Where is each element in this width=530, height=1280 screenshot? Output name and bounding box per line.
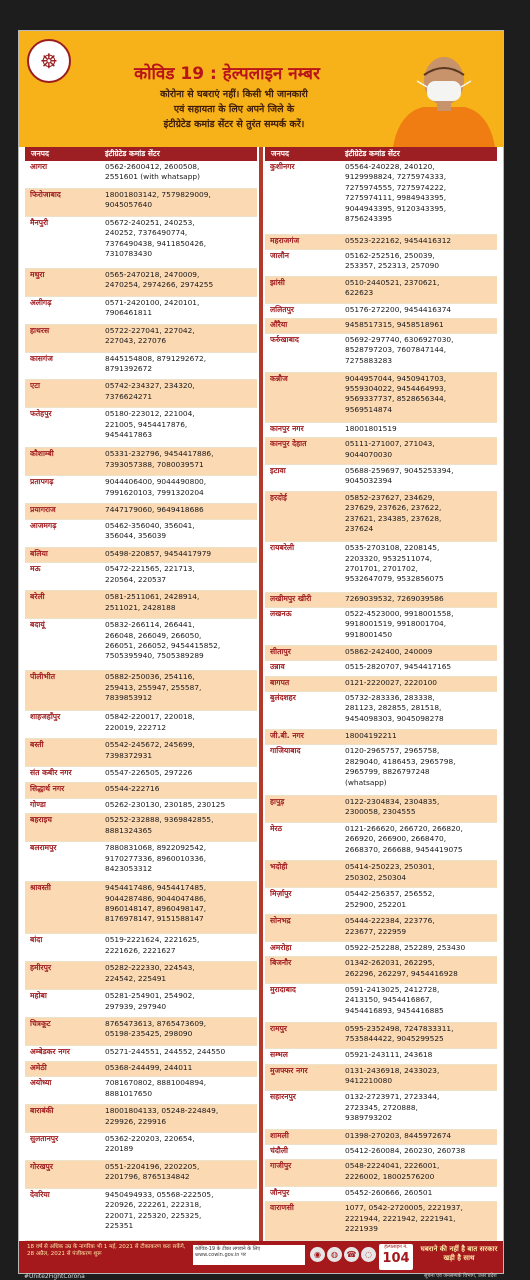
cowin-registration-note: कोविड-19 के टीका लगवाने के लिए www.cowin.gov.in पर bbox=[193, 1245, 305, 1265]
district-name: श्रावस्ती bbox=[30, 883, 51, 893]
helpline-numbers: 05262-230130, 230185, 230125 bbox=[105, 799, 226, 809]
table-row bbox=[25, 671, 257, 711]
district-name: अम्बेडकर नगर bbox=[30, 1046, 70, 1056]
district-name: रामपुर bbox=[270, 1023, 288, 1033]
poster-title: कोविड 19 : हेल्पलाइन नम्बर bbox=[134, 64, 320, 84]
cowin-icon: ◉ bbox=[310, 1247, 325, 1262]
district-name: बाराबंकी bbox=[30, 1106, 54, 1116]
helpline-numbers: 05498-220857, 9454417979 bbox=[105, 548, 212, 558]
district-name: फर्रुखाबाद bbox=[270, 334, 299, 344]
helpline-numbers: 05442-256357, 256552, 252900, 252201 bbox=[345, 889, 435, 909]
table-row bbox=[265, 1130, 497, 1145]
district-name: झांसी bbox=[270, 277, 285, 287]
district-name: हरदोई bbox=[270, 492, 287, 502]
table-row bbox=[265, 1160, 497, 1187]
helpline-numbers: 05180-223012, 221004, 221005, 9454417876, 9454417863 bbox=[105, 409, 195, 440]
district-name: बलिया bbox=[30, 548, 48, 558]
helpline-numbers: 05176-272200, 9454416374 bbox=[345, 304, 452, 314]
helpline-numbers: 0510-2440521, 2370621, 622623 bbox=[345, 277, 440, 298]
table-row bbox=[265, 957, 497, 984]
table-row bbox=[25, 1189, 257, 1241]
table-row bbox=[25, 799, 257, 815]
district-name: कौशाम्बी bbox=[30, 449, 54, 459]
table-row bbox=[265, 1023, 497, 1050]
table-row bbox=[25, 1046, 257, 1062]
table-row bbox=[25, 619, 257, 671]
district-name: लखनऊ bbox=[270, 608, 292, 618]
helpline-numbers: 0565-2470218, 2470009, 2470254, 2974266, 2974255 bbox=[105, 269, 214, 290]
table-row bbox=[265, 646, 497, 661]
table-row bbox=[25, 990, 257, 1018]
district-name: बांदा bbox=[30, 935, 43, 945]
table-row bbox=[25, 217, 257, 269]
helpline-numbers: 1077, 0542-2720005, 2221937, 2221944, 2221942, 2221941, 2221939 bbox=[345, 1203, 463, 1234]
district-name: गोण्डा bbox=[30, 799, 46, 809]
header-command-center: इंटीग्रेटेड कमांड सेंटर bbox=[105, 149, 160, 158]
table-row bbox=[25, 1018, 257, 1046]
department-credit: सूचना एवं जनसम्पर्क विभाग, उत्तर प्रदेश bbox=[424, 1273, 497, 1279]
table-row bbox=[265, 319, 497, 334]
district-name: सिद्धार्थ नगर bbox=[30, 783, 65, 793]
table-row bbox=[25, 842, 257, 882]
table-row bbox=[25, 1105, 257, 1133]
table-row bbox=[25, 1077, 257, 1105]
district-name: कानपुर नगर bbox=[270, 423, 304, 433]
subtitle-line-3: इंटीग्रेटेड कमांड सेंटर से तुरंत सम्पर्क करें। bbox=[163, 119, 305, 130]
district-name: अमेठी bbox=[30, 1062, 47, 1072]
table-row bbox=[25, 711, 257, 739]
district-name: बुलंदशहर bbox=[270, 692, 296, 702]
district-name: एटा bbox=[30, 381, 40, 391]
header-district: जनपद bbox=[271, 149, 289, 158]
district-name: बिजनौर bbox=[270, 958, 292, 968]
table-row bbox=[265, 1145, 497, 1160]
district-name: जालौन bbox=[270, 250, 289, 260]
poster-subtitle bbox=[75, 87, 393, 132]
district-name: शामली bbox=[270, 1131, 289, 1141]
district-name: मुजफ्फर नगर bbox=[270, 1065, 308, 1075]
table-row bbox=[265, 915, 497, 942]
subtitle-line-1: कोरोना से घबराएं नहीं। किसी भी जानकारी bbox=[160, 89, 308, 100]
table-row bbox=[265, 373, 497, 423]
district-name: प्रतापगढ़ bbox=[30, 477, 54, 487]
district-name: कासगंज bbox=[30, 353, 53, 363]
helpline-box bbox=[379, 1244, 413, 1270]
helpline-numbers: 0132-2723971, 2723344, 2723345, 2720888, 9389793202 bbox=[345, 1092, 440, 1123]
helpline-numbers: 9044957044, 9450941703, 9559304022, 9454464993, 9569337737, 8528656344, 9569514874 bbox=[345, 373, 447, 414]
helpline-numbers: 05742-234327, 234320, 7376624271 bbox=[105, 381, 195, 401]
district-name: सोनभद्र bbox=[270, 916, 291, 926]
helpline-numbers: 0551-2204196, 2202205, 2201796, 8765134842 bbox=[105, 1161, 200, 1182]
helpline-numbers: 05542-245672, 245699, 7398372931 bbox=[105, 740, 195, 760]
district-name: कन्नौज bbox=[270, 373, 288, 383]
table-row bbox=[265, 1202, 497, 1241]
helpline-numbers: 05472-221565, 221713, 220564, 220537 bbox=[105, 564, 195, 584]
district-name: महराजगंज bbox=[270, 235, 300, 245]
district-name: सुलतानपुर bbox=[30, 1134, 59, 1144]
helpline-numbers: 0122-2304834, 2304835, 2300058, 2304555 bbox=[345, 796, 440, 817]
table-row bbox=[265, 277, 497, 304]
table-row bbox=[265, 745, 497, 795]
table-row bbox=[25, 504, 257, 520]
helpline-numbers: 7269039532, 7269039586 bbox=[345, 593, 444, 603]
table-row bbox=[265, 1091, 497, 1130]
table-row bbox=[25, 1133, 257, 1161]
table-header-right bbox=[265, 147, 497, 161]
helpline-numbers: 18004192211 bbox=[345, 731, 397, 741]
helpline-numbers: 7447179060, 9649418686 bbox=[105, 505, 204, 515]
header-district: जनपद bbox=[31, 149, 49, 158]
helpline-numbers: 05922-252288, 252289, 253430 bbox=[345, 942, 466, 952]
district-name: आजमगढ़ bbox=[30, 520, 57, 530]
helpline-numbers: 05688-259697, 9045253394, 9045032394 bbox=[345, 465, 454, 486]
table-row bbox=[265, 423, 497, 438]
table-row bbox=[25, 408, 257, 448]
table-row bbox=[25, 1062, 257, 1078]
table-row bbox=[265, 984, 497, 1023]
table-row bbox=[265, 235, 497, 250]
district-name: कानपुर देहात bbox=[270, 439, 307, 449]
helpline-numbers: 0595-2352498, 7247833311, 7535844422, 9045299525 bbox=[345, 1023, 454, 1043]
table-row bbox=[25, 783, 257, 799]
helpline-numbers: 05444-222384, 223776, 223677, 222959 bbox=[345, 916, 435, 936]
district-name: मुरादाबाद bbox=[270, 984, 296, 994]
table-row bbox=[265, 730, 497, 745]
subtitle-line-2: एवं सहायता के लिए अपने जिले के bbox=[173, 104, 295, 115]
table-row bbox=[25, 1161, 257, 1189]
table-row bbox=[265, 796, 497, 823]
helpline-numbers: 0121-266620, 266720, 266820, 266920, 266900, 2668470, 2668370, 266688, 9454419075 bbox=[345, 823, 463, 854]
table-row bbox=[25, 548, 257, 564]
district-name: गोरखपुर bbox=[30, 1161, 53, 1171]
helpline-numbers: 0591-2413025, 2412728, 2413150, 9454416867, 9454416893, 9454416885 bbox=[345, 984, 444, 1015]
helpline-label: हेल्पलाइन नं. bbox=[384, 1244, 408, 1250]
helpline-numbers: 0522-4523000, 9918001558, 9918001519, 9918001704, 9918001450 bbox=[345, 608, 454, 639]
helpline-numbers: 05832-266114, 266441, 266048, 266049, 266050, 266051, 266052, 9454415852, 7505395940, 7505389289 bbox=[105, 620, 221, 661]
district-name: बागपत bbox=[270, 677, 290, 687]
district-name: हापुड़ bbox=[270, 796, 285, 806]
district-name: गाजीपुर bbox=[270, 1161, 292, 1171]
table-row bbox=[25, 767, 257, 783]
district-name: अयोध्या bbox=[30, 1078, 52, 1088]
helpline-numbers: 05692-297740, 6306927030, 8528797203, 7607847144, 7275883283 bbox=[345, 334, 454, 365]
district-name: सीतापुर bbox=[270, 647, 291, 657]
helpline-numbers: 05452-260666, 260501 bbox=[345, 1188, 433, 1198]
hashtag-text: #Unite2FightCorona bbox=[24, 1273, 85, 1280]
helpline-numbers: 0562-2600412, 2600508, 2551601 (with whatsapp) bbox=[105, 162, 200, 182]
table-row bbox=[25, 325, 257, 353]
district-name: महोबा bbox=[30, 991, 47, 1001]
poster-footer bbox=[19, 1241, 503, 1273]
poster-header bbox=[19, 31, 503, 147]
table-row bbox=[265, 692, 497, 731]
district-name: इटावा bbox=[270, 465, 286, 475]
table-row bbox=[25, 380, 257, 408]
district-column-left bbox=[25, 147, 257, 1241]
helpline-numbers: 0548-2224041, 2226001, 2226002, 18002576200 bbox=[345, 1161, 440, 1181]
chief-minister-portrait-image bbox=[393, 47, 495, 147]
table-row bbox=[265, 661, 497, 676]
column-divider bbox=[259, 147, 263, 1241]
table-header-left bbox=[25, 147, 257, 161]
table-row bbox=[265, 250, 497, 277]
helpline-numbers: 05862-242400, 240009 bbox=[345, 647, 433, 657]
helpline-numbers: 05544-222716 bbox=[105, 783, 160, 793]
helpline-numbers: 05271-244551, 244552, 244550 bbox=[105, 1046, 226, 1056]
helpline-numbers: 0121-2220027, 2220100 bbox=[345, 677, 438, 687]
table-row bbox=[265, 593, 497, 608]
app-icons bbox=[310, 1247, 378, 1267]
table-row bbox=[265, 861, 497, 888]
table-row bbox=[25, 520, 257, 548]
helpline-numbers: 05252-232888, 9369842855, 8881324365 bbox=[105, 815, 214, 835]
district-name: औरैया bbox=[270, 319, 288, 329]
district-name: भदोही bbox=[270, 862, 288, 872]
helpline-numbers: 0519-2221624, 2221625, 2221626, 2221627 bbox=[105, 935, 200, 955]
helpline-numbers: 05414-250223, 250301, 250302, 250304 bbox=[345, 862, 435, 882]
district-name: हाथरस bbox=[30, 325, 50, 335]
helpline-numbers: 0120-2965757, 2965758, 2829040, 4186453, 2965798, 2965799, 8826797248 (whatsapp) bbox=[345, 746, 456, 787]
table-row bbox=[25, 297, 257, 325]
district-name: फिरोजाबाद bbox=[30, 189, 61, 199]
district-name: मैनपुरी bbox=[30, 217, 49, 227]
helpline-numbers: 9044406400, 9044490800, 7991620103, 7991320204 bbox=[105, 477, 207, 497]
table-row bbox=[265, 942, 497, 957]
helpline-numbers: 8445154808, 8791292672, 8791392672 bbox=[105, 353, 207, 373]
table-row bbox=[265, 438, 497, 465]
district-name: फतेहपुर bbox=[30, 409, 52, 419]
district-name: गाजियाबाद bbox=[270, 746, 301, 756]
district-column-right bbox=[265, 147, 497, 1241]
district-name: उन्नाव bbox=[270, 662, 285, 672]
globe-icon: ◌ bbox=[361, 1247, 376, 1262]
table-row bbox=[25, 563, 257, 591]
district-name: लखीमपुर खीरी bbox=[270, 593, 312, 603]
helpline-poster bbox=[18, 30, 504, 1274]
district-name: मथुरा bbox=[30, 269, 45, 279]
table-row bbox=[265, 334, 497, 373]
table-row bbox=[25, 269, 257, 297]
helpline-numbers: 01398-270203, 8445972674 bbox=[345, 1131, 452, 1141]
district-name: सम्भल bbox=[270, 1050, 288, 1060]
helpline-numbers: 01342-262031, 262295, 262296, 262297, 9454416928 bbox=[345, 958, 458, 978]
district-name: हमीरपुर bbox=[30, 963, 52, 973]
up-emblem-icon: ☸ bbox=[27, 39, 71, 83]
helpline-numbers: 0571-2420100, 2420101, 7906461811 bbox=[105, 297, 200, 318]
helpline-numbers: 05111-271007, 271043, 9044070030 bbox=[345, 439, 435, 459]
table-row bbox=[265, 542, 497, 592]
helpline-numbers: 05842-220017, 220018, 220019, 222712 bbox=[105, 712, 195, 732]
helpline-numbers: 18001803142, 7579829009, 9045057640 bbox=[105, 189, 211, 210]
district-name: वाराणसी bbox=[270, 1203, 294, 1213]
table-row bbox=[265, 304, 497, 319]
table-row bbox=[25, 448, 257, 476]
helpline-numbers: 18001801519 bbox=[345, 423, 397, 433]
helpline-numbers: 05523-222162, 9454416312 bbox=[345, 235, 452, 245]
district-name: पीलीभीत bbox=[30, 672, 56, 682]
helpline-numbers: 05368-244499, 244011 bbox=[105, 1062, 193, 1072]
table-row bbox=[265, 677, 497, 692]
table-row bbox=[25, 591, 257, 619]
phone-icon: ☎ bbox=[344, 1247, 359, 1262]
helpline-numbers: 05462-356040, 356041, 356044, 356039 bbox=[105, 520, 195, 541]
table-row bbox=[265, 1187, 497, 1202]
district-name: आगरा bbox=[30, 162, 48, 171]
table-row bbox=[265, 608, 497, 647]
district-name: अमरोहा bbox=[270, 942, 292, 952]
helpline-numbers: 05412-260084, 260230, 260738 bbox=[345, 1146, 466, 1156]
table-row bbox=[25, 189, 257, 217]
district-name: मऊ bbox=[30, 564, 41, 574]
district-name: जी.बी. नगर bbox=[270, 731, 304, 741]
district-name: जौनपुर bbox=[270, 1188, 290, 1198]
district-name: शाहजहाँपुर bbox=[30, 712, 61, 722]
table-row bbox=[25, 739, 257, 767]
district-name: बस्ती bbox=[30, 740, 44, 750]
helpline-numbers: 05852-237627, 234629, 237629, 237626, 237622, 237621, 234385, 237628, 237624 bbox=[345, 492, 442, 534]
helpline-numbers: 7880831068, 8922092542, 9170277336, 8960010336, 8423053312 bbox=[105, 843, 207, 873]
district-name: मिर्ज़ापुर bbox=[270, 889, 292, 899]
district-name: सहारनपुर bbox=[270, 1092, 296, 1102]
helpline-numbers: 8765473613, 8765473609, 05198-235425, 298090 bbox=[105, 1019, 207, 1039]
helpline-numbers: 0131-2436918, 2433023, 9412210080 bbox=[345, 1065, 440, 1086]
district-name: बरेली bbox=[30, 592, 45, 602]
table-row bbox=[265, 823, 497, 862]
helpline-numbers: 9450494933, 05568-222505, 220926, 222261, 222318, 220071, 225320, 225325, 225351 bbox=[105, 1189, 214, 1230]
table-row bbox=[265, 888, 497, 915]
district-name: प्रयागराज bbox=[30, 505, 56, 515]
table-row bbox=[25, 814, 257, 842]
district-name: मेरठ bbox=[270, 823, 283, 833]
table-row bbox=[25, 934, 257, 962]
aarogya-setu-icon: ◍ bbox=[327, 1247, 342, 1262]
table-row bbox=[265, 492, 497, 542]
helpline-numbers: 05882-250036, 254116, 259413, 255947, 255587, 7839853912 bbox=[105, 672, 202, 703]
helpline-number: 104 bbox=[382, 1251, 410, 1266]
helpline-numbers: 05672-240251, 240253, 240252, 7376490774, 7376490438, 9411850426, 7310783430 bbox=[105, 217, 207, 258]
district-name: ललितपुर bbox=[270, 304, 295, 314]
helpline-numbers: 0515-2820707, 9454417165 bbox=[345, 662, 452, 672]
table-row bbox=[25, 882, 257, 934]
helpline-numbers: 05362-220203, 220654, 220189 bbox=[105, 1134, 195, 1154]
district-name: चित्रकूट bbox=[30, 1019, 51, 1029]
table-row bbox=[25, 962, 257, 990]
district-name: बदायूं bbox=[30, 620, 45, 630]
helpline-numbers: 05162-252516, 250039, 253357, 252313, 257090 bbox=[345, 250, 440, 271]
district-name: देवरिया bbox=[30, 1189, 50, 1199]
helpline-numbers: 18001804133, 05248-224849, 229926, 229916 bbox=[105, 1106, 219, 1126]
table-row bbox=[25, 353, 257, 381]
helpline-numbers: 05921-243111, 243618 bbox=[345, 1050, 433, 1060]
helpline-numbers: 05281-254901, 254902, 297939, 297940 bbox=[105, 991, 195, 1011]
district-name: बलरामपुर bbox=[30, 843, 57, 853]
helpline-table bbox=[25, 147, 497, 1241]
district-name: कुशीनगर bbox=[270, 162, 295, 171]
district-name: अलीगढ़ bbox=[30, 297, 52, 307]
table-row bbox=[265, 161, 497, 235]
helpline-numbers: 9454417486, 9454417485, 9044287486, 9044047486, 8960148147, 8960498147, 8176978147, 9151588147 bbox=[105, 883, 207, 924]
table-row bbox=[265, 1065, 497, 1092]
helpline-numbers: 0581-2511061, 2428914, 2511021, 2428188 bbox=[105, 592, 200, 612]
table-row bbox=[25, 476, 257, 504]
district-name: रायबरेली bbox=[270, 543, 295, 553]
table-row bbox=[265, 1049, 497, 1064]
helpline-numbers: 0535-2703108, 2208145, 2203320, 9532511074, 2701701, 2701702, 9532647079, 9532856075 bbox=[345, 543, 444, 584]
helpline-numbers: 9458517315, 9458518961 bbox=[345, 319, 444, 329]
helpline-numbers: 7081670802, 8881004894, 8881017650 bbox=[105, 1078, 207, 1098]
helpline-numbers: 05732-283336, 283338, 281123, 282855, 281518, 9454098303, 9045098278 bbox=[345, 692, 444, 723]
district-name: बहराइच bbox=[30, 815, 52, 825]
table-row bbox=[25, 161, 257, 189]
table-row bbox=[265, 465, 497, 492]
helpline-numbers: 05722-227041, 227042, 227043, 227076 bbox=[105, 325, 195, 346]
helpline-numbers: 05564-240228, 240120, 9129998824, 7275974333, 7275974555, 7275974222, 7275974111, 9984943395, 9044943395, 9120343395, 8756243395 bbox=[345, 162, 447, 224]
helpline-numbers: 05547-226505, 297226 bbox=[105, 768, 193, 778]
header-command-center: इंटीग्रेटेड कमांड सेंटर bbox=[345, 149, 400, 158]
reassurance-slogan: घबराने की नहीं है बात सरकार खड़ी है साथ bbox=[420, 1245, 498, 1262]
district-name: चंदौली bbox=[270, 1146, 288, 1156]
district-name: संत कबीर नगर bbox=[30, 768, 72, 778]
helpline-numbers: 05331-232796, 9454417886, 7393057388, 7080039571 bbox=[105, 449, 214, 469]
vaccination-notice: 18 वर्ष से अधिक उम्र के नागरिक भी 1 मई, 2021 से टीकाकरण करा सकेंगे, 28 अप्रैल, 2021 से पंजीकरण शुरू bbox=[27, 1244, 186, 1257]
helpline-numbers: 05282-222330, 224543, 224542, 225491 bbox=[105, 963, 195, 983]
